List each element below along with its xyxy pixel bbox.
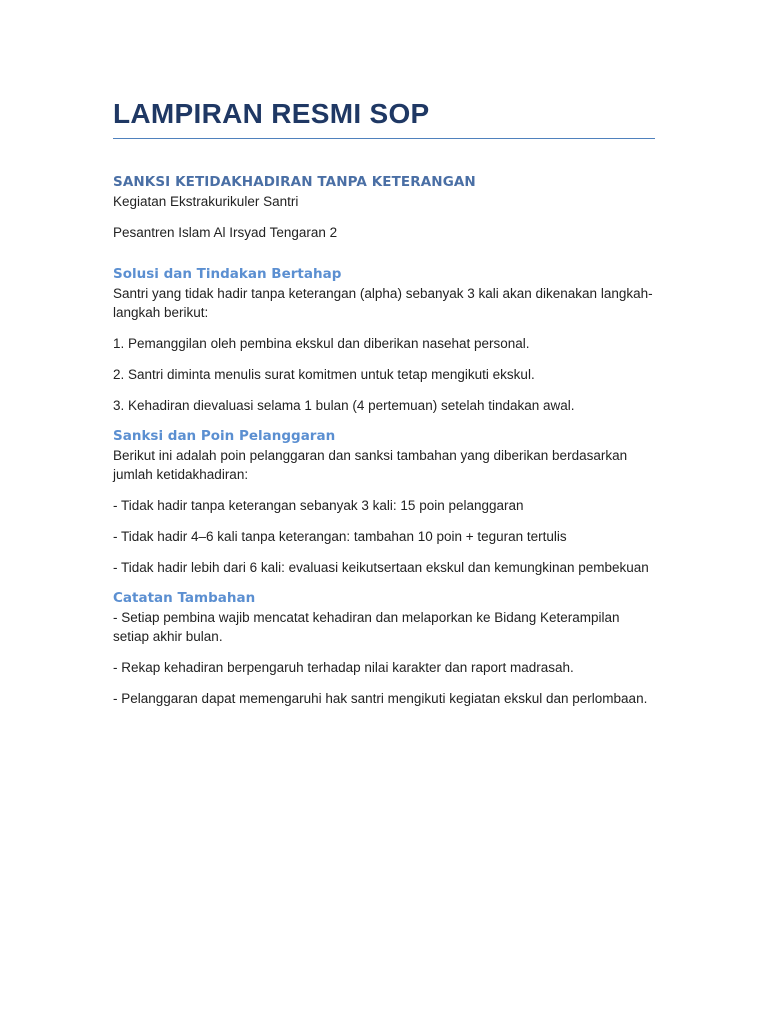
document-body bbox=[113, 96, 655, 708]
section-paragraph: Berikut ini adalah poin pelanggaran dan sanksi tambahan yang diberikan berdasarkan jumlah ketidakhadiran: bbox=[113, 448, 628, 482]
section-heading: Catatan Tambahan bbox=[113, 590, 256, 606]
list-item: - Tidak hadir tanpa keterangan sebanyak 3 kali: 15 poin pelanggaran bbox=[113, 498, 524, 513]
list-item: 3. Kehadiran dievaluasi selama 1 bulan (4 pertemuan) setelah tindakan awal. bbox=[113, 398, 575, 413]
main-heading: SANKSI KETIDAKHADIRAN TANPA KETERANGAN bbox=[113, 174, 476, 190]
section-catatan bbox=[113, 588, 655, 708]
list-item: - Tidak hadir 4–6 kali tanpa keterangan: tambahan 10 poin + teguran tertulis bbox=[113, 529, 567, 544]
document-title: LAMPIRAN RESMI SOP bbox=[113, 96, 655, 139]
section-heading: Solusi dan Tindakan Bertahap bbox=[113, 266, 342, 282]
list-item: - Tidak hadir lebih dari 6 kali: evaluasi keikutsertaan ekskul dan kemungkinan pembekuan bbox=[113, 560, 649, 575]
section-solusi bbox=[113, 264, 655, 415]
section-heading: Sanksi dan Poin Pelanggaran bbox=[113, 428, 336, 444]
subtitle-line-activity: Kegiatan Ekstrakurikuler Santri bbox=[113, 194, 299, 209]
list-item: - Setiap pembina wajib mencatat kehadiran dan melaporkan ke Bidang Keterampilan setiap akhir bulan. bbox=[113, 610, 620, 644]
list-item: 2. Santri diminta menulis surat komitmen untuk tetap mengikuti ekskul. bbox=[113, 367, 535, 382]
section-paragraph: Santri yang tidak hadir tanpa keterangan (alpha) sebanyak 3 kali akan dikenakan langkah-langkah berikut: bbox=[113, 286, 653, 320]
list-item: - Rekap kehadiran berpengaruh terhadap nilai karakter dan raport madrasah. bbox=[113, 660, 574, 675]
list-item: 1. Pemanggilan oleh pembina ekskul dan diberikan nasehat personal. bbox=[113, 336, 530, 351]
subtitle-line-institution: Pesantren Islam Al Irsyad Tengaran 2 bbox=[113, 225, 338, 240]
section-sanksi bbox=[113, 426, 655, 577]
list-item: - Pelanggaran dapat memengaruhi hak santri mengikuti kegiatan ekskul dan perlombaan. bbox=[113, 691, 648, 706]
